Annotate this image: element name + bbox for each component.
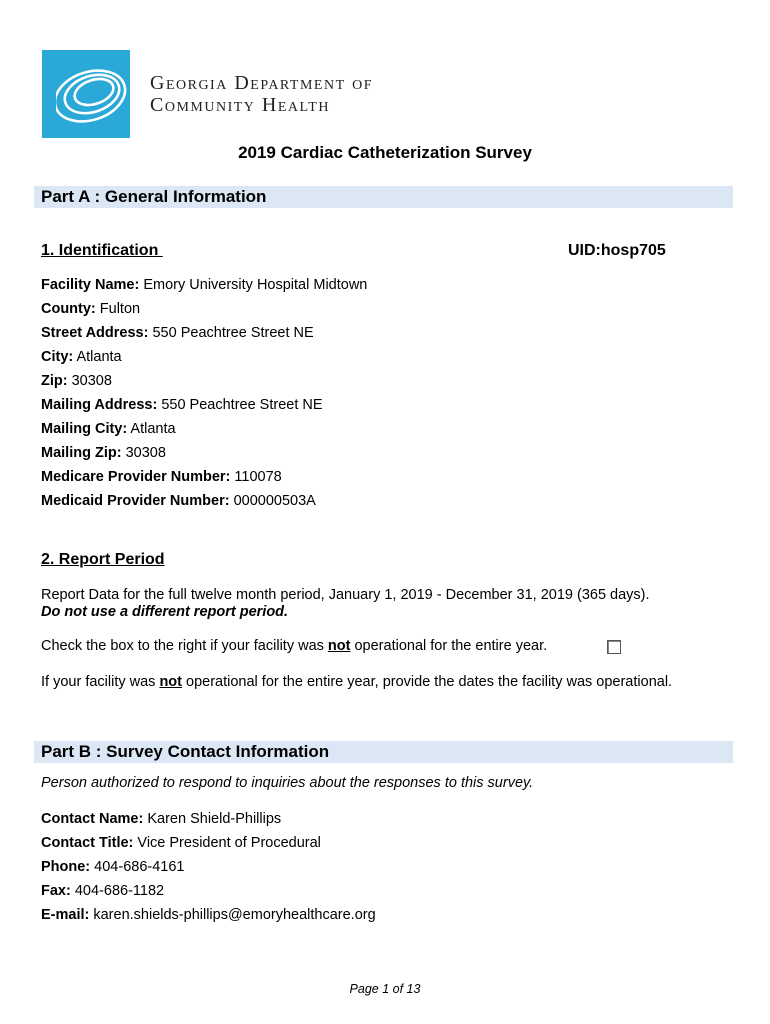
field-mailing-zip: Mailing Zip: 30308 xyxy=(41,445,166,461)
part-a-header xyxy=(34,186,733,208)
page-number: Page 1 of 13 xyxy=(349,982,421,996)
field-city: City: Atlanta xyxy=(41,349,122,365)
part-b-header xyxy=(34,741,733,763)
report-period-heading: 2. Report Period xyxy=(41,551,165,568)
uid-label: UID:hosp705 xyxy=(568,242,666,259)
part-b-heading: Part B : Survey Contact Information xyxy=(41,742,330,761)
field-street-address: Street Address: 550 Peachtree Street NE xyxy=(41,325,314,341)
not-operational-checkbox[interactable] xyxy=(607,640,621,654)
field-fax: Fax: 404-686-1182 xyxy=(41,883,165,899)
header-logo xyxy=(42,50,392,140)
org-name-line2: Community Health xyxy=(150,94,330,116)
field-phone: Phone: 404-686-4161 xyxy=(41,859,185,875)
report-period-text: Report Data for the full twelve month period, January 1, 2019 - December 31, 2019 (365 days). xyxy=(41,587,650,603)
contact-intro: Person authorized to respond to inquiries about the responses to this survey. xyxy=(41,775,534,791)
field-county: County: Fulton xyxy=(41,301,141,317)
field-contact-name: Contact Name: Karen Shield-Phillips xyxy=(41,811,282,827)
field-mailing-address: Mailing Address: 550 Peachtree Street NE xyxy=(41,397,323,413)
not-operational-check-text: Check the box to the right if your facility was not operational for the entire year. xyxy=(41,638,548,654)
field-email: E-mail: karen.shields-phillips@emoryhealthcare.org xyxy=(41,907,376,923)
report-period-warning: Do not use a different report period. xyxy=(41,604,289,620)
dch-logo-icon xyxy=(42,50,130,138)
part-a-heading: Part A : General Information xyxy=(41,187,267,206)
field-mailing-city: Mailing City: Atlanta xyxy=(41,421,176,437)
field-medicare-number: Medicare Provider Number: 110078 xyxy=(41,469,282,485)
field-zip: Zip: 30308 xyxy=(41,373,112,389)
operational-dates-text: If your facility was not operational for the entire year, provide the dates the facility was operational. xyxy=(41,674,673,690)
survey-title: 2019 Cardiac Catheterization Survey xyxy=(238,143,532,162)
org-name-line1: Georgia Department of xyxy=(150,72,374,94)
field-medicaid-number: Medicaid Provider Number: 000000503A xyxy=(41,493,316,509)
identification-heading: 1. Identification xyxy=(41,242,163,259)
field-contact-title: Contact Title: Vice President of Procedural xyxy=(41,835,321,851)
field-facility-name: Facility Name: Emory University Hospital Midtown xyxy=(41,277,368,293)
